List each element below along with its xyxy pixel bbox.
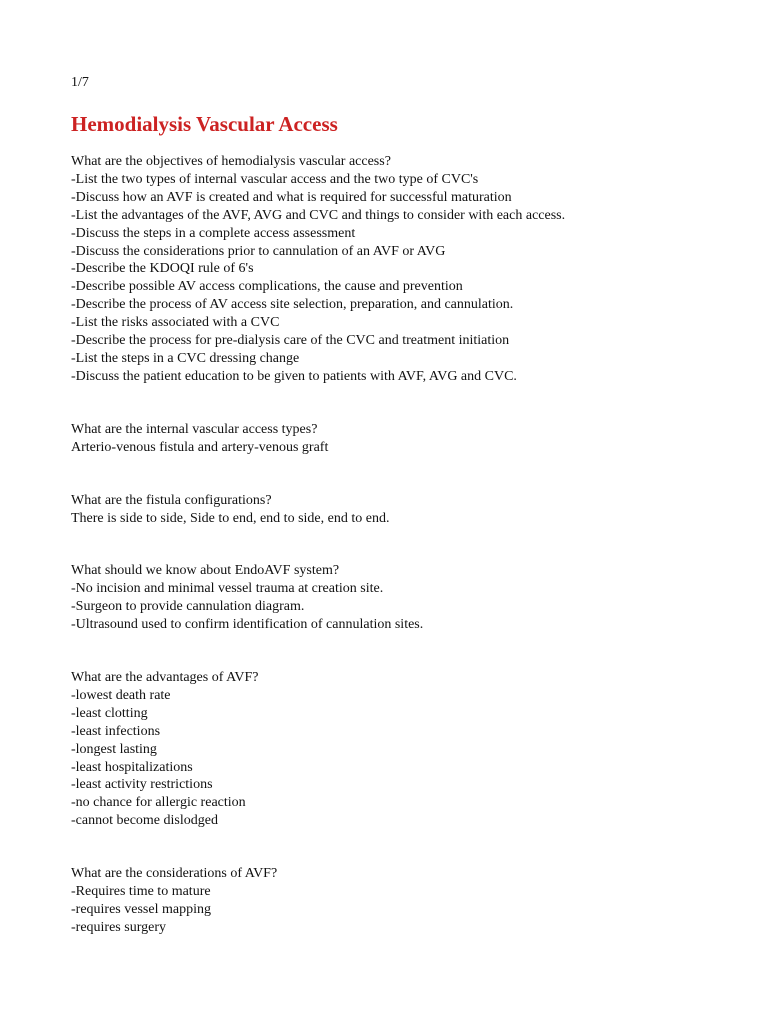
answer-line: -requires vessel mapping xyxy=(71,902,211,917)
answer-line: -Describe the process of AV access site selection, preparation, and cannulation. xyxy=(71,297,514,313)
answer-line: Arterio-venous fistula and artery-venous graft xyxy=(71,439,329,455)
qa-section xyxy=(71,865,565,937)
answer-line: -least activity restrictions xyxy=(71,777,213,793)
answer-line: -requires surgery xyxy=(71,919,166,935)
answer-line: -No incision and minimal vessel trauma at creation site. xyxy=(71,581,384,597)
question-text: What are the fistula configurations? xyxy=(71,492,272,508)
qa-section xyxy=(71,153,565,386)
page-number: 1/7 xyxy=(71,75,89,90)
qa-section xyxy=(71,669,565,830)
question-text: What should we know about EndoAVF system? xyxy=(71,563,340,579)
document-title: Hemodialysis Vascular Access xyxy=(71,112,338,136)
answer-line: -no chance for allergic reaction xyxy=(71,795,246,811)
qa-section xyxy=(71,492,565,528)
answer-line: -Discuss the patient education to be given to patients with AVF, AVG and CVC. xyxy=(71,368,517,384)
qa-list xyxy=(71,153,565,972)
answer-line: -lowest death rate xyxy=(71,687,171,703)
answer-line: -Describe possible AV access complications, the cause and prevention xyxy=(71,279,463,295)
answer-line: -Describe the process for pre-dialysis care of the CVC and treatment initiation xyxy=(71,333,510,349)
answer-line: -Discuss the considerations prior to cannulation of an AVF or AVG xyxy=(71,243,446,259)
answer-line: -List the steps in a CVC dressing change xyxy=(71,350,300,366)
answer-line: -cannot become dislodged xyxy=(71,813,218,829)
answer-line: -Surgeon to provide cannulation diagram. xyxy=(71,599,305,615)
answer-line: -List the advantages of the AVF, AVG and CVC and things to consider with each access. xyxy=(71,207,566,223)
question-text: What are the advantages of AVF? xyxy=(71,670,259,686)
answer-line: -Requires time to mature xyxy=(71,884,211,900)
answer-line: -Discuss the steps in a complete access assessment xyxy=(71,225,356,241)
answer-line: -least clotting xyxy=(71,705,148,721)
question-text: What are the objectives of hemodialysis vascular access? xyxy=(71,154,391,169)
qa-section xyxy=(71,421,565,457)
answer-line: -longest lasting xyxy=(71,741,157,757)
answer-line: -least hospitalizations xyxy=(71,759,193,775)
answer-line: -least infections xyxy=(71,723,161,739)
answer-line: There is side to side, Side to end, end to side, end to end. xyxy=(71,510,390,526)
answer-line: -List the two types of internal vascular access and the two type of CVC's xyxy=(71,171,479,187)
question-text: What are the internal vascular access types? xyxy=(71,421,318,437)
answer-line: -Describe the KDOQI rule of 6's xyxy=(71,261,254,277)
answer-line: -Discuss how an AVF is created and what is required for successful maturation xyxy=(71,189,512,205)
question-text: What are the considerations of AVF? xyxy=(71,866,278,882)
answer-line: -List the risks associated with a CVC xyxy=(71,315,280,331)
qa-section xyxy=(71,562,565,634)
answer-line: -Ultrasound used to confirm identification of cannulation sites. xyxy=(71,617,424,633)
